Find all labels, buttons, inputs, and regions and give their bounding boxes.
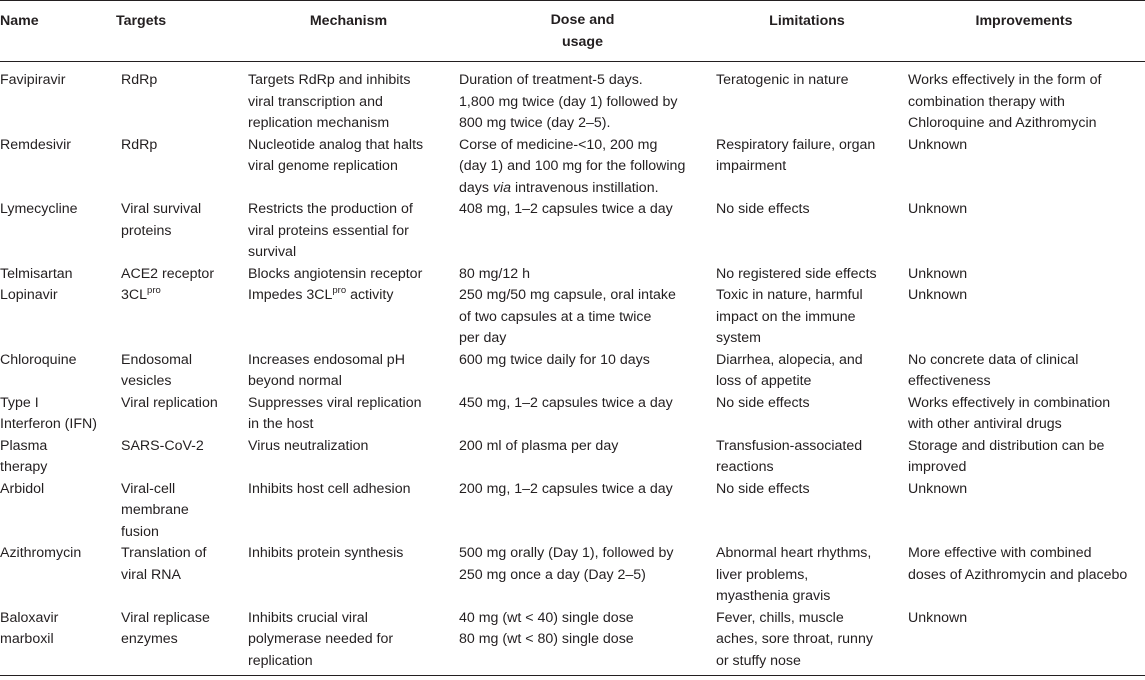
cell-line: effectiveness [908, 373, 991, 389]
cell-limitations [711, 350, 903, 393]
cell-line: combination therapy with [908, 93, 1065, 110]
cell-line: 80 mg (wt < 80) single dose [459, 631, 634, 647]
cell-line: 600 mg twice daily for 10 days [459, 351, 650, 368]
text-fragment: activity [346, 287, 394, 303]
cell-name [0, 62, 116, 135]
header-limitations: Limitations [711, 1, 903, 62]
cell-line: viral proteins essential for [248, 222, 409, 239]
cell-line: Viral-cell [121, 480, 176, 497]
cell-line: Teratogenic in nature [716, 72, 849, 88]
cell-line: Type I [0, 394, 39, 411]
cell-targets [116, 199, 243, 264]
cell-name [0, 436, 116, 479]
cell-line: Baloxavir [0, 609, 59, 626]
cell-line: Restricts the production of [248, 201, 413, 217]
cell-line: per day [459, 330, 507, 346]
table-row [0, 135, 1145, 200]
cell-line: impact on the immune [716, 308, 856, 325]
cell-line: in the host [248, 416, 314, 432]
cell-line: replication [248, 652, 313, 669]
cell-line: Chloroquine [0, 351, 77, 368]
table-row [0, 350, 1145, 393]
cell-line: Unknown [908, 265, 968, 282]
header-targets: Targets [116, 1, 243, 62]
cell-line: Abnormal heart rhythms, [716, 545, 872, 561]
cell-line: vesicles [121, 373, 172, 389]
cell-line: (day 1) and 100 mg for the following [459, 158, 686, 174]
cell-line: Increases endosomal pH [248, 351, 405, 368]
cell-mechanism [243, 393, 454, 436]
header-dose [454, 1, 711, 62]
table-row [0, 436, 1145, 479]
cell-line: Toxic in nature, harmful [716, 287, 863, 303]
cell-line: liver problems, [716, 566, 809, 583]
cell-line: Corse of medicine-<10, 200 mg [459, 136, 658, 153]
cell-line: No side effects [716, 480, 810, 497]
cell-line: Duration of treatment-5 days. [459, 72, 643, 88]
cell-dose [454, 436, 711, 479]
cell-limitations [711, 479, 903, 544]
cell-line: Chloroquine and Azithromycin [908, 115, 1097, 131]
cell-line: Lopinavir [0, 287, 58, 303]
cell-line: Fever, chills, muscle [716, 609, 844, 626]
cell-name [0, 285, 116, 350]
cell-line: loss of appetite [716, 373, 812, 389]
cell-line: 200 ml of plasma per day [459, 437, 619, 454]
table-row [0, 393, 1145, 436]
cell-name [0, 135, 116, 200]
cell-name [0, 199, 116, 264]
text-fragment: 3CL [121, 287, 148, 303]
cell-line: viral transcription and [248, 93, 383, 110]
cell-line: marboxil [0, 631, 54, 647]
cell-line: No side effects [716, 201, 810, 217]
cell-line [459, 178, 707, 200]
cell-line: Nucleotide analog that halts [248, 136, 424, 153]
cell-line: Viral replicase [121, 609, 210, 626]
cell-limitations [711, 608, 903, 676]
cell-dose [454, 285, 711, 350]
cell-improvements [903, 62, 1145, 135]
cell-line: Virus neutralization [248, 437, 369, 454]
cell-line: No concrete data of clinical [908, 351, 1079, 368]
cell-line: of two capsules at a time twice [459, 308, 652, 325]
cell-line: Favipiravir [0, 72, 66, 88]
cell-mechanism [243, 608, 454, 676]
cell-improvements [903, 199, 1145, 264]
cell-line: survival [248, 244, 297, 260]
cell-mechanism [243, 135, 454, 200]
cell-line: RdRp [121, 72, 158, 88]
cell-line: No side effects [716, 394, 810, 411]
cell-line: SARS-CoV-2 [121, 437, 204, 454]
cell-mechanism [243, 436, 454, 479]
cell-name [0, 393, 116, 436]
header-row [0, 1, 1145, 62]
cell-targets [116, 62, 243, 135]
cell-line: proteins [121, 222, 172, 239]
table-row [0, 285, 1145, 350]
cell-line: No registered side effects [716, 265, 877, 282]
cell-mechanism [243, 285, 454, 350]
cell-line: membrane [121, 502, 189, 518]
cell-mechanism [243, 350, 454, 393]
cell-line: 40 mg (wt < 40) single dose [459, 609, 634, 626]
cell-line: Lymecycline [0, 201, 78, 217]
table-row [0, 479, 1145, 544]
text-fragment: intravenous instillation. [511, 179, 659, 196]
superscript: pro [147, 285, 161, 296]
cell-line: 1,800 mg twice (day 1) followed by [459, 93, 678, 110]
cell-line: improved [908, 459, 967, 475]
cell-line: 250 mg once a day (Day 2–5) [459, 566, 646, 583]
cell-line: viral genome replication [248, 158, 398, 174]
cell-line: replication mechanism [248, 115, 390, 131]
cell-limitations [711, 62, 903, 135]
cell-line: Suppresses viral replication [248, 394, 422, 411]
cell-improvements [903, 479, 1145, 544]
cell-line: More effective with combined [908, 545, 1092, 561]
cell-improvements [903, 350, 1145, 393]
cell-line: Unknown [908, 201, 968, 217]
cell-dose [454, 62, 711, 135]
cell-dose [454, 350, 711, 393]
superscript: pro [332, 285, 347, 296]
cell-mechanism [243, 62, 454, 135]
cell-line: Targets RdRp and inhibits [248, 72, 411, 88]
cell-line: 80 mg/12 h [459, 265, 530, 282]
cell-line: Transfusion-associated [716, 437, 863, 454]
cell-improvements [903, 393, 1145, 436]
cell-line: Works effectively in combination [908, 394, 1111, 411]
cell-name [0, 543, 116, 608]
cell-dose [454, 199, 711, 264]
cell-targets [116, 285, 243, 350]
cell-improvements [903, 264, 1145, 286]
cell-line: Respiratory failure, organ [716, 136, 876, 153]
cell-targets [116, 135, 243, 200]
cell-targets [116, 543, 243, 608]
cell-line: Inhibits crucial viral [248, 609, 368, 626]
cell-line: 250 mg/50 mg capsule, oral intake [459, 287, 676, 303]
cell-line: Unknown [908, 287, 968, 303]
cell-dose [454, 135, 711, 200]
cell-limitations [711, 285, 903, 350]
cell-improvements [903, 135, 1145, 200]
header-mechanism: Mechanism [243, 1, 454, 62]
header-improvements: Improvements [903, 1, 1145, 62]
cell-targets [116, 393, 243, 436]
cell-line: Inhibits protein synthesis [248, 545, 404, 561]
cell-line [121, 285, 239, 307]
cell-dose [454, 264, 711, 286]
text-fragment: days [459, 179, 493, 196]
table-row [0, 264, 1145, 286]
header-name: Name [0, 1, 116, 62]
cell-limitations [711, 393, 903, 436]
cell-line: 200 mg, 1–2 capsules twice a day [459, 480, 673, 497]
cell-line: fusion [121, 523, 159, 540]
cell-improvements [903, 543, 1145, 608]
cell-line: RdRp [121, 136, 158, 153]
cell-line: Remdesivir [0, 136, 71, 153]
cell-line: with other antiviral drugs [908, 416, 1062, 432]
cell-line: enzymes [121, 631, 178, 647]
cell-line: Unknown [908, 480, 968, 497]
cell-mechanism [243, 479, 454, 544]
cell-line: therapy [0, 459, 48, 475]
cell-line: impairment [716, 158, 787, 174]
cell-line: 500 mg orally (Day 1), followed by [459, 545, 674, 561]
cell-limitations [711, 436, 903, 479]
cell-targets [116, 436, 243, 479]
table-row [0, 543, 1145, 608]
cell-dose [454, 608, 711, 676]
cell-limitations [711, 264, 903, 286]
cell-line: polymerase needed for [248, 631, 394, 647]
cell-targets [116, 608, 243, 676]
cell-mechanism [243, 264, 454, 286]
cell-targets [116, 350, 243, 393]
cell-line: system [716, 330, 761, 346]
header-dose-line2: usage [561, 33, 603, 50]
cell-line: Storage and distribution can be [908, 437, 1105, 454]
cell-limitations [711, 543, 903, 608]
cell-line [248, 285, 450, 307]
cell-line: Interferon (IFN) [0, 416, 97, 432]
cell-line: Viral replication [121, 394, 218, 411]
cell-line: Telmisartan [0, 265, 73, 282]
cell-line: Works effectively in the form of [908, 72, 1102, 88]
cell-line: Arbidol [0, 480, 45, 497]
text-fragment: Impedes 3CL [248, 287, 333, 303]
cell-line: ACE2 receptor [121, 265, 215, 282]
cell-line: Plasma [0, 437, 48, 454]
header-dose-line1: Dose and [550, 12, 615, 28]
cell-line: Unknown [908, 136, 968, 153]
cell-line: Unknown [908, 609, 968, 626]
cell-line: Endosomal [121, 351, 192, 368]
cell-dose [454, 393, 711, 436]
cell-targets [116, 479, 243, 544]
cell-line: or stuffy nose [716, 652, 801, 669]
cell-name [0, 264, 116, 286]
cell-line: myasthenia gravis [716, 588, 831, 604]
cell-line: 450 mg, 1–2 capsules twice a day [459, 394, 673, 411]
cell-limitations [711, 135, 903, 200]
cell-line: 408 mg, 1–2 capsules twice a day [459, 201, 673, 217]
cell-line: 800 mg twice (day 2–5). [459, 115, 611, 131]
cell-line: beyond normal [248, 373, 342, 389]
cell-dose [454, 479, 711, 544]
italic-fragment: via [492, 179, 512, 196]
cell-mechanism [243, 543, 454, 608]
cell-targets [116, 264, 243, 286]
cell-line: Inhibits host cell adhesion [248, 480, 411, 497]
cell-line: reactions [716, 459, 774, 475]
cell-line: Blocks angiotensin receptor [248, 265, 423, 282]
cell-improvements [903, 436, 1145, 479]
cell-line: Viral survival [121, 201, 202, 217]
cell-line: Azithromycin [0, 545, 82, 561]
cell-improvements [903, 285, 1145, 350]
cell-line: viral RNA [121, 566, 181, 583]
cell-name [0, 479, 116, 544]
cell-mechanism [243, 199, 454, 264]
cell-limitations [711, 199, 903, 264]
cell-name [0, 608, 116, 676]
cell-line: aches, sore throat, runny [716, 631, 873, 647]
cell-line: Diarrhea, alopecia, and [716, 351, 863, 368]
cell-line: Translation of [121, 545, 207, 561]
cell-dose [454, 543, 711, 608]
cell-improvements [903, 608, 1145, 676]
table-row [0, 608, 1145, 676]
cell-name [0, 350, 116, 393]
cell-line: doses of Azithromycin and placebo [908, 566, 1128, 583]
table-row [0, 62, 1145, 135]
table-row [0, 199, 1145, 264]
